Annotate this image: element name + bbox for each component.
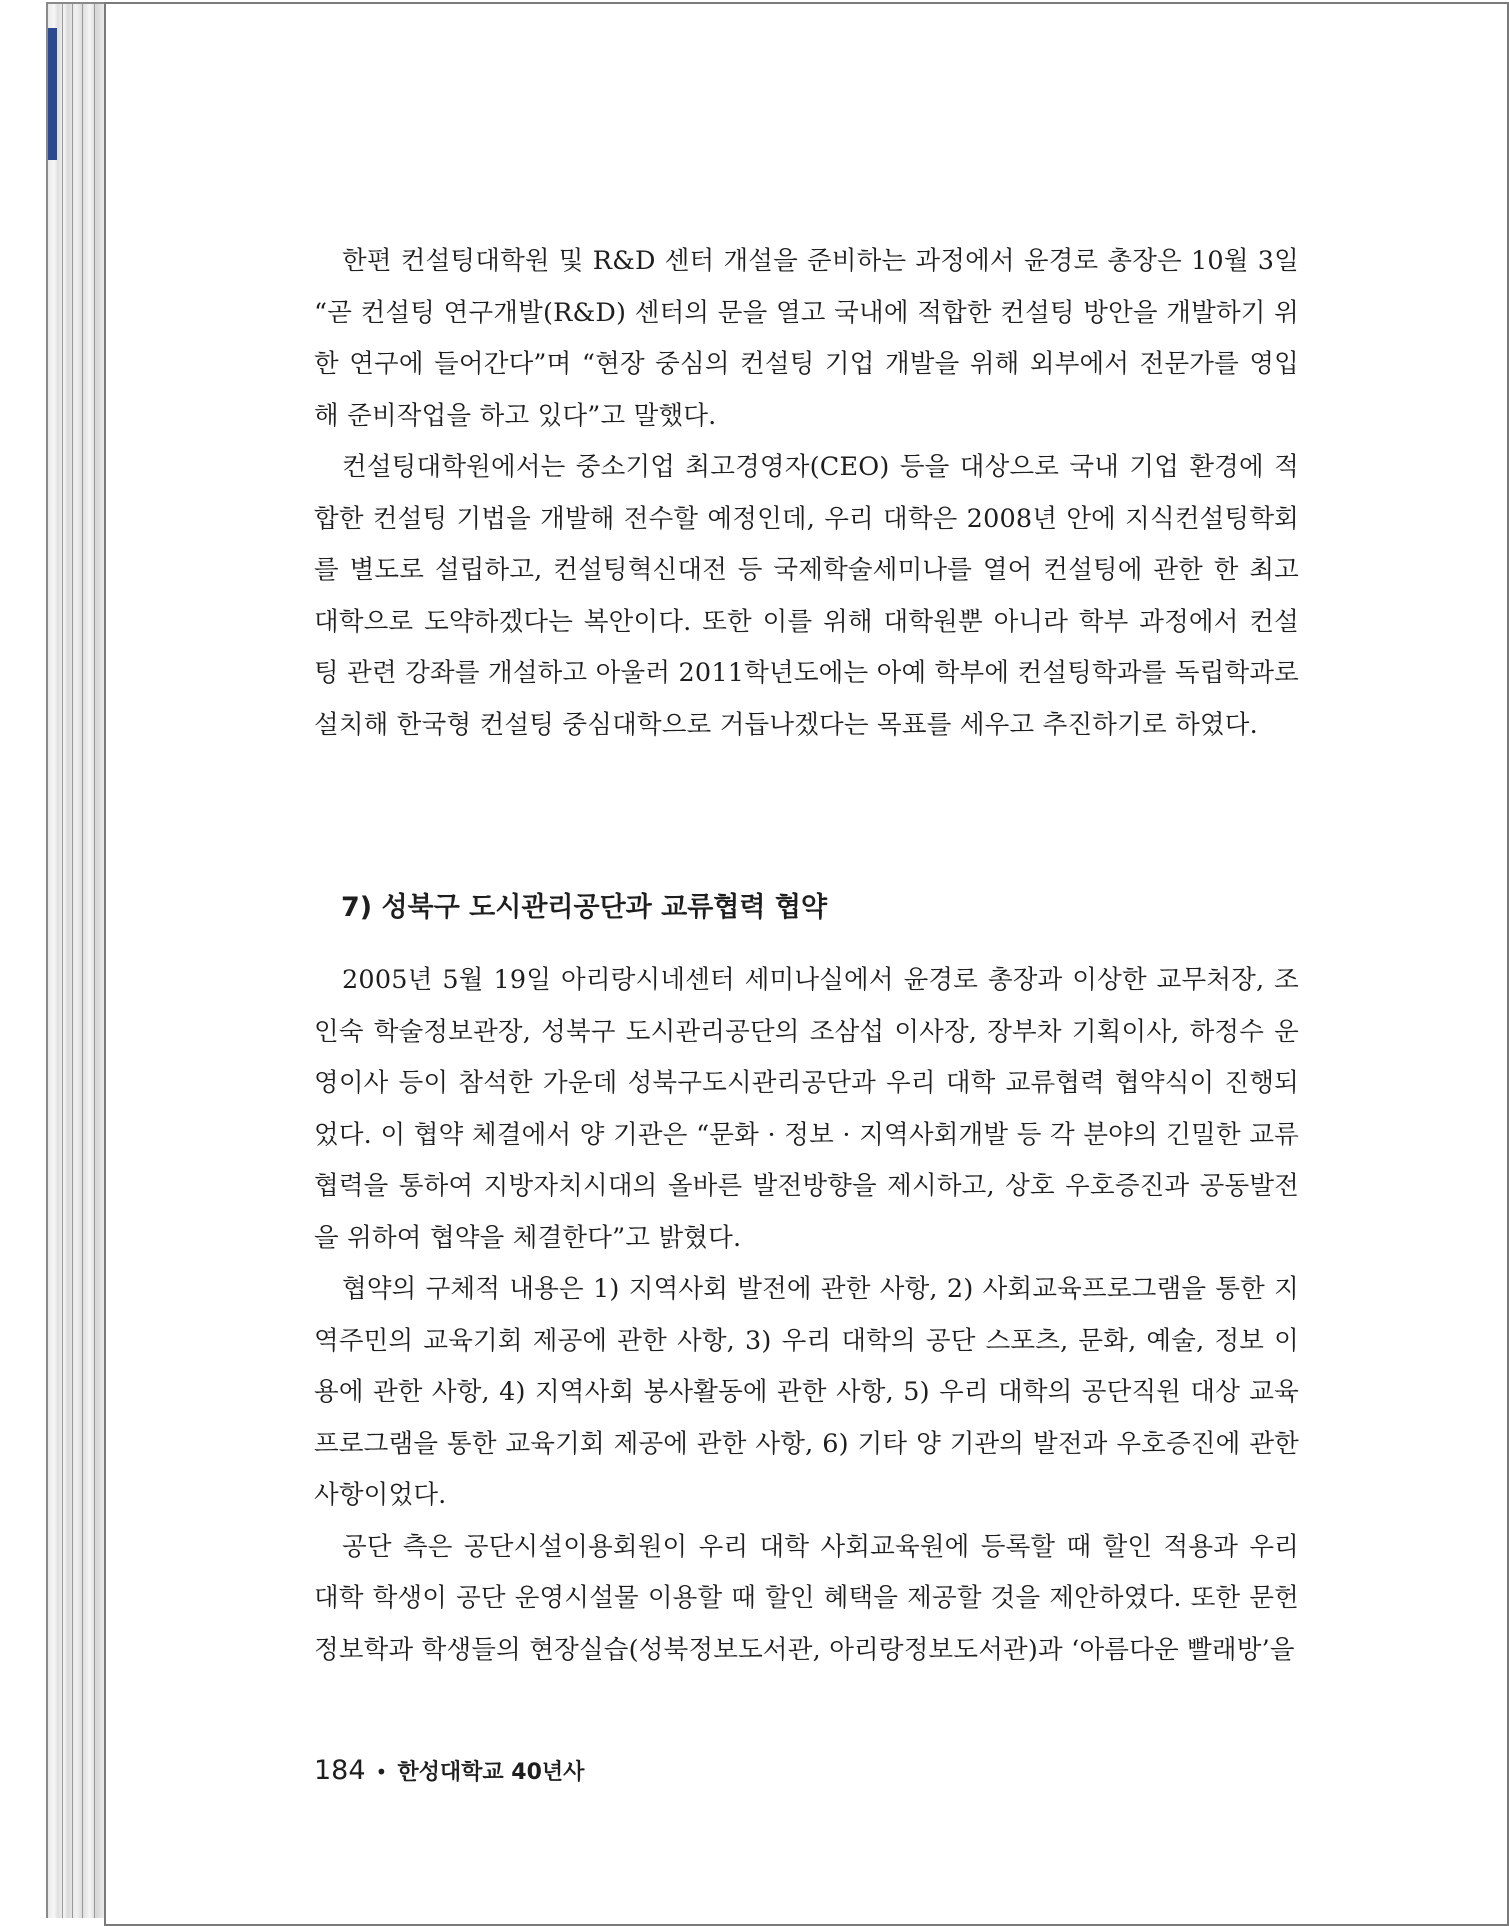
section-heading: 7) 성북구 도시관리공단과 교류협력 협약 [341,892,828,923]
page-footer [314,1755,584,1786]
paragraph: 한편 컨설팅대학원 및 R&D 센터 개설을 준비하는 과정에서 윤경로 총장은 10월 3일 “곧 컨설팅 연구개발(R&D) 센터의 문을 열고 국내에 적합한 컨설팅 방안을 개발하기 위한 연구에 들어간다”며 “현장 중심의 컨설팅 기업 개발을 위해 외부에서 전문가를 영입해 준비작업을 하고 있다”고 말했다. [314,246,1299,431]
paragraph: 협약의 구체적 내용은 1) 지역사회 발전에 관한 사항, 2) 사회교육프로그램을 통한 지역주민의 교육기회 제공에 관한 사항, 3) 우리 대학의 공단 스포츠, 문화, 예술, 정보 이용에 관한 사항, 4) 지역사회 봉사활동에 관한 사항, 5) 우리 대학의 공단직원 대상 교육프로그램을 통한 교육기회 제공에 관한 사항, 6) 기타 양 기관의 발전과 우호증진에 관한 사항이었다. [314,1274,1299,1510]
body-text-bottom [314,955,1299,1676]
chapter-color-tab [48,28,57,160]
running-title: 한성대학교 40년사 [397,1760,585,1785]
page-edge-stack [46,4,106,1918]
page-edge-line [94,4,95,1918]
page-edge-line [82,4,83,1918]
page-number: 184 [314,1755,366,1786]
paragraph: 공단 측은 공단시설이용회원이 우리 대학 사회교육원에 등록할 때 할인 적용과 우리 대학 학생이 공단 운영시설물 이용할 때 할인 혜택을 제공할 것을 제안하였다. 또한 문헌정보학과 학생들의 현장실습(성북정보도서관, 아리랑정보도서관)과 ‘아름다운 빨래방’을 [314,1531,1299,1665]
footer-separator: • [375,1760,388,1784]
page-edge-line [62,4,63,1918]
page-edge-line [72,4,73,1918]
paragraph: 2005년 5월 19일 아리랑시네센터 세미나실에서 윤경로 총장과 이상한 교무처장, 조인숙 학술정보관장, 성북구 도시관리공단의 조삼섭 이사장, 장부차 기획이사, 하정수 운영이사 등이 참석한 가운데 성북구도시관리공단과 우리 대학 교류협력 협약식이 진행되었다. 이 협약 체결에서 양 기관은 “문화 · 정보 · 지역사회개발 등 각 분야의 긴밀한 교류협력을 통하여 지방자치시대의 올바른 발전방향을 제시하고, 상호 우호증진과 공동발전을 위하여 협약을 체결한다”고 밝혔다. [314,965,1299,1253]
body-text-top [314,236,1299,751]
paragraph: 컨설팅대학원에서는 중소기업 최고경영자(CEO) 등을 대상으로 국내 기업 환경에 적합한 컨설팅 기법을 개발해 전수할 예정인데, 우리 대학은 2008년 안에 지식컨설팅학회를 별도로 설립하고, 컨설팅혁신대전 등 국제학술세미나를 열어 컨설팅에 관한 한 최고 대학으로 도약하겠다는 복안이다. 또한 이를 위해 대학원뿐 아니라 학부 과정에서 컨설팅 관련 강좌를 개설하고 아울러 2011학년도에는 아예 학부에 컨설팅학과를 독립학과로 설치해 한국형 컨설팅 중심대학으로 거듭나겠다는 목표를 세우고 추진하기로 하였다. [314,452,1299,740]
